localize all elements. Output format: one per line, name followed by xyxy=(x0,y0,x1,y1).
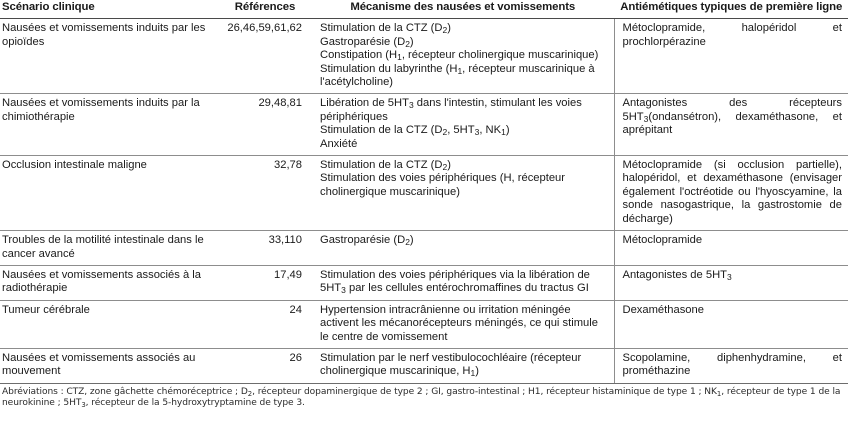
column-header-antiemetics: Antiémétiques typiques de première ligne xyxy=(614,0,848,19)
cell-antiemetics: Métoclopramide, halopéridol et prochlorpérazine xyxy=(614,19,848,94)
mechanism-line: Hypertension intracrânienne ou irritation méningée activent les mécanorécepteurs méningés, ce qui stimule le centre de vomissement xyxy=(320,303,598,343)
table-row xyxy=(0,156,848,231)
table-row xyxy=(0,94,848,156)
cell-scenario: Nausées et vomissements induits par la chimiothérapie xyxy=(0,94,218,156)
column-header-references: Références xyxy=(218,0,312,19)
mechanism-line: Stimulation de la CTZ $(D_2)$ xyxy=(320,159,451,173)
cell-references: 26,46,59,61,62 xyxy=(218,19,312,94)
mechanism-line: Gastroparésie $(D_2)$ xyxy=(320,35,414,49)
mechanism-line: Libération de $5HT_3$ dans l'intestin, stimulant les voies périphériques xyxy=(320,97,582,123)
cell-antiemetics: Dexaméthasone xyxy=(614,300,848,348)
table-header xyxy=(0,0,848,19)
table-row xyxy=(0,300,848,348)
table-header-row xyxy=(0,0,848,19)
mechanism-line: Stimulation du labyrinthe ($H_1$, récepteur muscarinique à l'acétylcholine) xyxy=(320,62,595,89)
cell-scenario: Nausées et vomissements associés à la radiothérapie xyxy=(0,265,218,300)
cell-references: 33,110 xyxy=(218,231,312,266)
cell-mechanism xyxy=(312,265,614,300)
table-row xyxy=(0,265,848,300)
cell-mechanism xyxy=(312,348,614,383)
cell-mechanism xyxy=(312,300,614,348)
cell-antiemetics: Antagonistes des récepteurs $5HT_3(ondansétron)$, dexaméthasone, et aprépitant xyxy=(614,94,848,156)
cell-scenario: Nausées et vomissements associés au mouvement xyxy=(0,348,218,383)
cell-antiemetics: Métoclopramide xyxy=(614,231,848,266)
mechanism-line: Anxiété xyxy=(320,137,358,150)
cell-scenario: Tumeur cérébrale xyxy=(0,300,218,348)
table-row xyxy=(0,231,848,266)
cell-references: 17,49 xyxy=(218,265,312,300)
column-header-scenario: Scénario clinique xyxy=(0,0,218,19)
mechanism-line: Stimulation des voies périphériques via la libération de $5HT_3$ par les cellules entérochromaffines du tractus GI xyxy=(320,268,590,296)
cell-scenario: Nausées et vomissements induits par les opioïdes xyxy=(0,19,218,94)
column-header-mechanism: Mécanisme des nausées et vomissements xyxy=(312,0,614,19)
mechanism-line: Stimulation de la CTZ $(D_2)$ xyxy=(320,22,451,36)
cell-mechanism xyxy=(312,231,614,266)
table-row xyxy=(0,19,848,94)
cell-scenario: Occlusion intestinale maligne xyxy=(0,156,218,231)
table-footnote: Abréviations : CTZ, zone gâchette chémoréceptrice ; $D_2$, récepteur dopaminergique de type 2 ; GI, gastro-intestinal ; H1, récepteur histaminique de type 1 ; $NK_1$, récepteur de type 1 de la neurokinine ; $5HT_3$, récepteur de la 5-hydroxytryptamine de type 3. xyxy=(2,386,841,410)
mechanism-line: Constipation ($H_1$, récepteur cholinergique muscarinique) xyxy=(320,49,599,63)
cell-references: 32,78 xyxy=(218,156,312,231)
cell-scenario: Troubles de la motilité intestinale dans le cancer avancé xyxy=(0,231,218,266)
cell-antiemetics: Antagonistes de $5HT_3$ xyxy=(614,265,848,300)
mechanism-line: Stimulation de la CTZ ($D_2$, $5HT_3$, $NK_1$) xyxy=(320,124,510,138)
cell-references: 26 xyxy=(218,348,312,383)
cell-mechanism xyxy=(312,156,614,231)
cell-antiemetics: Métoclopramide (si occlusion partielle), halopéridol, et dexaméthasone (envisager également l'octréotide ou l'hyoscyamine, la sonde nasogastrique, la gastrostomie de décharge) xyxy=(614,156,848,231)
cell-references: 24 xyxy=(218,300,312,348)
mechanism-line: Stimulation des voies périphériques (H, récepteur cholinergique muscarinique) xyxy=(320,172,566,198)
mechanism-line: Gastroparésie $(D_2)$ xyxy=(320,234,414,248)
table-row xyxy=(0,348,848,383)
cell-references: 29,48,81 xyxy=(218,94,312,156)
mechanism-line: Stimulation par le nerf vestibulocochléaire (récepteur cholinergique muscarinique, $H_1$) xyxy=(320,351,582,379)
cell-antiemetics: Scopolamine, diphenhydramine, et prométhazine xyxy=(614,348,848,383)
cell-mechanism xyxy=(312,19,614,94)
cell-mechanism xyxy=(312,94,614,156)
table-body xyxy=(0,19,848,383)
